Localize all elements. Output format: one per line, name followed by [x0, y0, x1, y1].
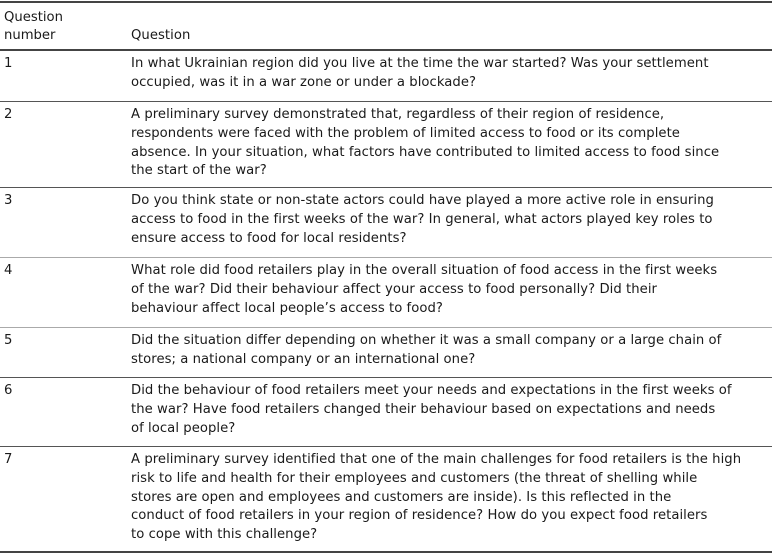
header-number-line1: Question — [4, 10, 63, 25]
question-line: Did the behaviour of food retailers meet your needs and expectations in the first weeks of — [131, 383, 732, 398]
question-line: the start of the war? — [131, 163, 267, 179]
question-text — [131, 451, 772, 545]
header-question-number — [0, 3, 131, 49]
question-text — [131, 382, 772, 440]
question-line: A preliminary survey demonstrated that, regardless of their region of residence, — [131, 107, 665, 122]
table-row — [0, 258, 772, 328]
question-line: to cope with this challenge? — [131, 527, 318, 543]
question-line: ensure access to food for local residents? — [131, 230, 407, 246]
table-row — [0, 378, 772, 447]
question-text — [131, 192, 772, 251]
table-row — [0, 51, 772, 102]
question-text — [131, 262, 772, 321]
question-text — [131, 332, 772, 371]
question-line: What role did food retailers play in the overall situation of food access in the first weeks — [131, 263, 718, 278]
question-line: In what Ukrainian region did you live at the time the war started? Was your settlement — [131, 56, 709, 71]
question-text — [131, 106, 772, 181]
question-line: occupied, was it in a war zone or under a blockade? — [131, 74, 477, 90]
question-line: respondents were faced with the problem of limited access to food or its complete — [131, 125, 680, 141]
question-number: 4 — [4, 263, 13, 278]
question-number: 2 — [4, 107, 13, 122]
question-line: access to food in the first weeks of the war? In general, what actors played key roles to — [131, 211, 713, 227]
table-row — [0, 328, 772, 378]
question-line: stores; a national company or an international one? — [131, 351, 476, 367]
question-number: 7 — [4, 452, 13, 467]
question-line: behaviour affect local people’s access to food? — [131, 300, 443, 316]
question-line: absence. In your situation, what factors have contributed to limited access to food since — [131, 144, 720, 160]
question-line: A preliminary survey identified that one of the main challenges for food retailers is the high — [131, 452, 742, 467]
table-row — [0, 102, 772, 188]
question-line: the war? Have food retailers changed their behaviour based on expectations and needs — [131, 401, 716, 417]
question-number: 3 — [4, 193, 13, 208]
question-number: 1 — [4, 56, 13, 71]
question-line: risk to life and health for their employees and customers (the threat of shelling while — [131, 470, 698, 486]
question-line: of the war? Did their behaviour affect your access to food personally? Did their — [131, 281, 658, 297]
question-line: Do you think state or non-state actors could have played a more active role in ensuring — [131, 193, 714, 208]
question-number: 6 — [4, 383, 13, 398]
header-question: Question — [131, 28, 191, 43]
table-row — [0, 447, 772, 553]
header-number-line2: number — [4, 28, 56, 43]
question-line: conduct of food retailers in your region of residence? How do you expect food retailers — [131, 508, 708, 524]
question-line: of local people? — [131, 420, 236, 436]
table-row — [0, 188, 772, 258]
interview-questions-table — [0, 1, 772, 553]
table-header-row — [0, 3, 772, 51]
question-line: stores are open and employees and customers are inside). Is this reflected in the — [131, 489, 672, 505]
question-line: Did the situation differ depending on whether it was a small company or a large chain of — [131, 333, 722, 348]
question-text — [131, 55, 772, 95]
question-number: 5 — [4, 333, 13, 348]
